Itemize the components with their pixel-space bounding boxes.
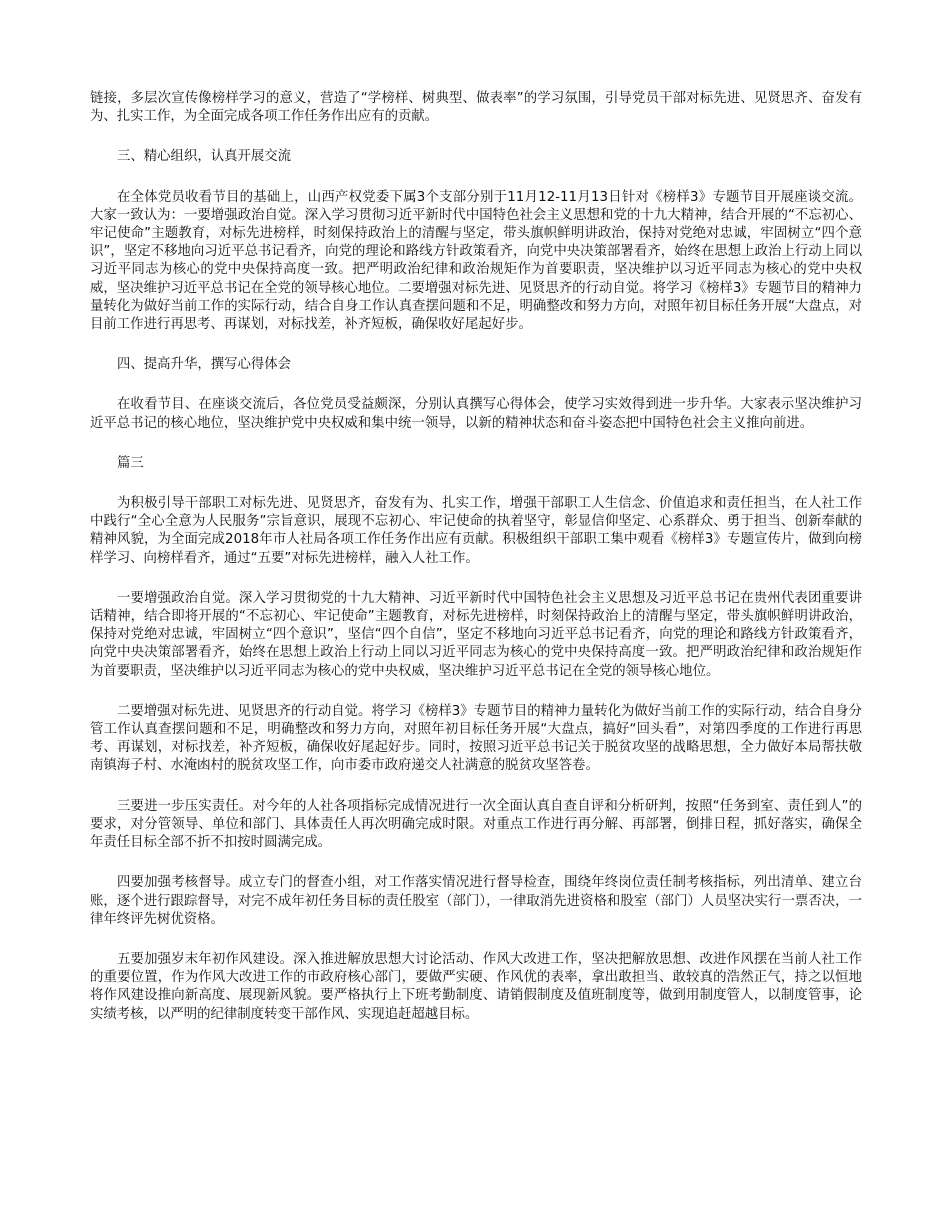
- paragraph-reflection: 在收看节目、在座谈交流后，各位党员受益颇深，分别认真撰写心得体会，使学习实效得到进一步升华。大家表示坚决维护习近平总书记的核心地位，坚决维护党中央权威和集中统一领导，以新的精神状态和奋斗姿态把中国特色社会主义推向前进。: [90, 397, 862, 431]
- section-heading-4: 四、提高升华，撰写心得体会: [117, 357, 292, 373]
- paragraph-intro: 为积极引导干部职工对标先进、见贤思齐，奋发有为、扎实工作，增强干部职工人生信念、价值追求和责任担当，在人社工作中践行“全心全意为人民服务”宗旨意识，展现不忘初心、牢记使命的执着坚守，彰显信仰坚定、心系群众、勇于担当、创新奉献的精神风貌，为全面完成2018年市人社局各项工作任务作出应有贡献。积极组织干部职工集中观看《榜样3》专题宣传片，做到向榜样学习、向榜样看齐，通过“五要”对标先进榜样，融入人社工作。: [90, 496, 862, 566]
- paragraph-point-1: 一要增强政治自觉。深入学习贯彻党的十九大精神、习近平新时代中国特色社会主义思想及习近平总书记在贵州代表团重要讲话精神，结合即将开展的“不忘初心、牢记使命”主题教育，对标先进榜样，时刻保持政治上的清醒与坚定，带头旗帜鲜明讲政治，保持对党绝对忠诚，牢固树立“四个意识”，坚信“四个自信”，坚定不移地向习近平总书记看齐，向党的理论和路线方针政策看齐，向党中央决策部署看齐，始终在思想上政治上行动上同以习近平同志为核心的党中央保持高度一致。把严明政治纪律和政治规矩作为首要职责，坚决维护以习近平同志为核心的党中央权威，坚决维护习近平总书记在全党的领导核心地位。: [90, 590, 862, 679]
- section-heading-3: 三、精心组织，认真开展交流: [117, 149, 292, 165]
- paragraph-exchange: 在全体党员收看节目的基础上，山西产权党委下属3个支部分别于11月12-11月13日针对《榜样3》专题节目开展座谈交流。大家一致认为：一要增强政治自觉。深入学习贯彻习近平新时代中国特色社会主义思想和党的十九大精神，结合开展的“不忘初心、牢记使命”主题教育，对标先进榜样，时刻保持政治上的清醒与坚定，带头旗帜鲜明讲政治，保持对党绝对忠诚，牢固树立“四个意识”，坚定不移地向习近平总书记看齐，向党的理论和路线方针政策看齐，向党中央决策部署看齐，始终在思想上政治上行动上同以习近平同志为核心的党中央保持高度一致。把严明政治纪律和政治规矩作为首要职责，坚决维护以习近平同志为核心的党中央权威，坚决维护习近平总书记在全党的领导核心地位。二要增强对标先进、见贤思齐的行动自觉。将学习《榜样3》专题节目的精神力量转化为做好当前工作的实际行动，结合自身工作认真查摆问题和不足，明确整改和努力方向，对照年初目标任务开展“大盘点，对目前工作进行再思考、再谋划，对标找差，补齐短板，确保收好尾起好步。: [90, 189, 862, 333]
- paragraph-point-4: 四要加强考核督导。成立专门的督查小组，对工作落实情况进行督导检查，围绕年终岗位责任制考核指标，列出清单、建立台账，逐个进行跟踪督导，对完不成年初任务目标的责任股室（部门），一律取消先进资格和股室（部门）人员坚决实行一票否决，一律年终评先树优资格。: [90, 875, 862, 927]
- paragraph-point-2: 二要增强对标先进、见贤思齐的行动自觉。将学习《榜样3》专题节目的精神力量转化为做好当前工作的实际行动，结合自身分管工作认真查摆问题和不足，明确整改和努力方向，对照年初目标任务开展“大盘点，搞好“回头看”，对第四季度的工作进行再思考、再谋划，对标找差，补齐短板，确保收好尾起好步。同时，按照习近平总书记关于脱贫攻坚的战略思想，全力做好本局帮扶敬南镇海子村、水淹凼村的脱贫攻坚工作，向市委市政府递交人社满意的脱贫攻坚答卷。: [90, 703, 862, 774]
- paragraph-point-3: 三要进一步压实责任。对今年的人社各项指标完成情况进行一次全面认真自查自评和分析研判，按照“任务到室、责任到人”的要求，对分管领导、单位和部门、具体责任人再次明确完成时限。对重点工作进行再分解、再部署，倒排日程，抓好落实，确保全年责任目标全部不折不扣按时圆满完成。: [90, 798, 862, 851]
- document-body: [90, 90, 862, 1046]
- paragraph-point-5: 五要加强岁末年初作风建设。深入推进解放思想大讨论活动、作风大改进工作，坚决把解放思想、改进作风摆在当前人社工作的重要位置，作为作风大改进工作的市政府核心部门，要做严实硬、作风优的表率，拿出敢担当、敢较真的浩然正气，持之以恒地将作风建设推向新高度、展现新风貌。要严格执行上下班考勤制度、请销假制度及值班制度等，做到用制度管人，以制度管事，论实绩考核，以严明的纪律制度转变干部作风、实现追赶超越目标。: [90, 951, 862, 1022]
- continuation-paragraph: 链接，多层次宣传像榜样学习的意义，营造了“学榜样、树典型、做表率”的学习氛围，引导党员干部对标先进、见贤思齐、奋发有为、扎实工作，为全面完成各项工作任务作出应有的贡献。: [90, 91, 862, 125]
- article-heading-pian3: 篇三: [117, 455, 144, 471]
